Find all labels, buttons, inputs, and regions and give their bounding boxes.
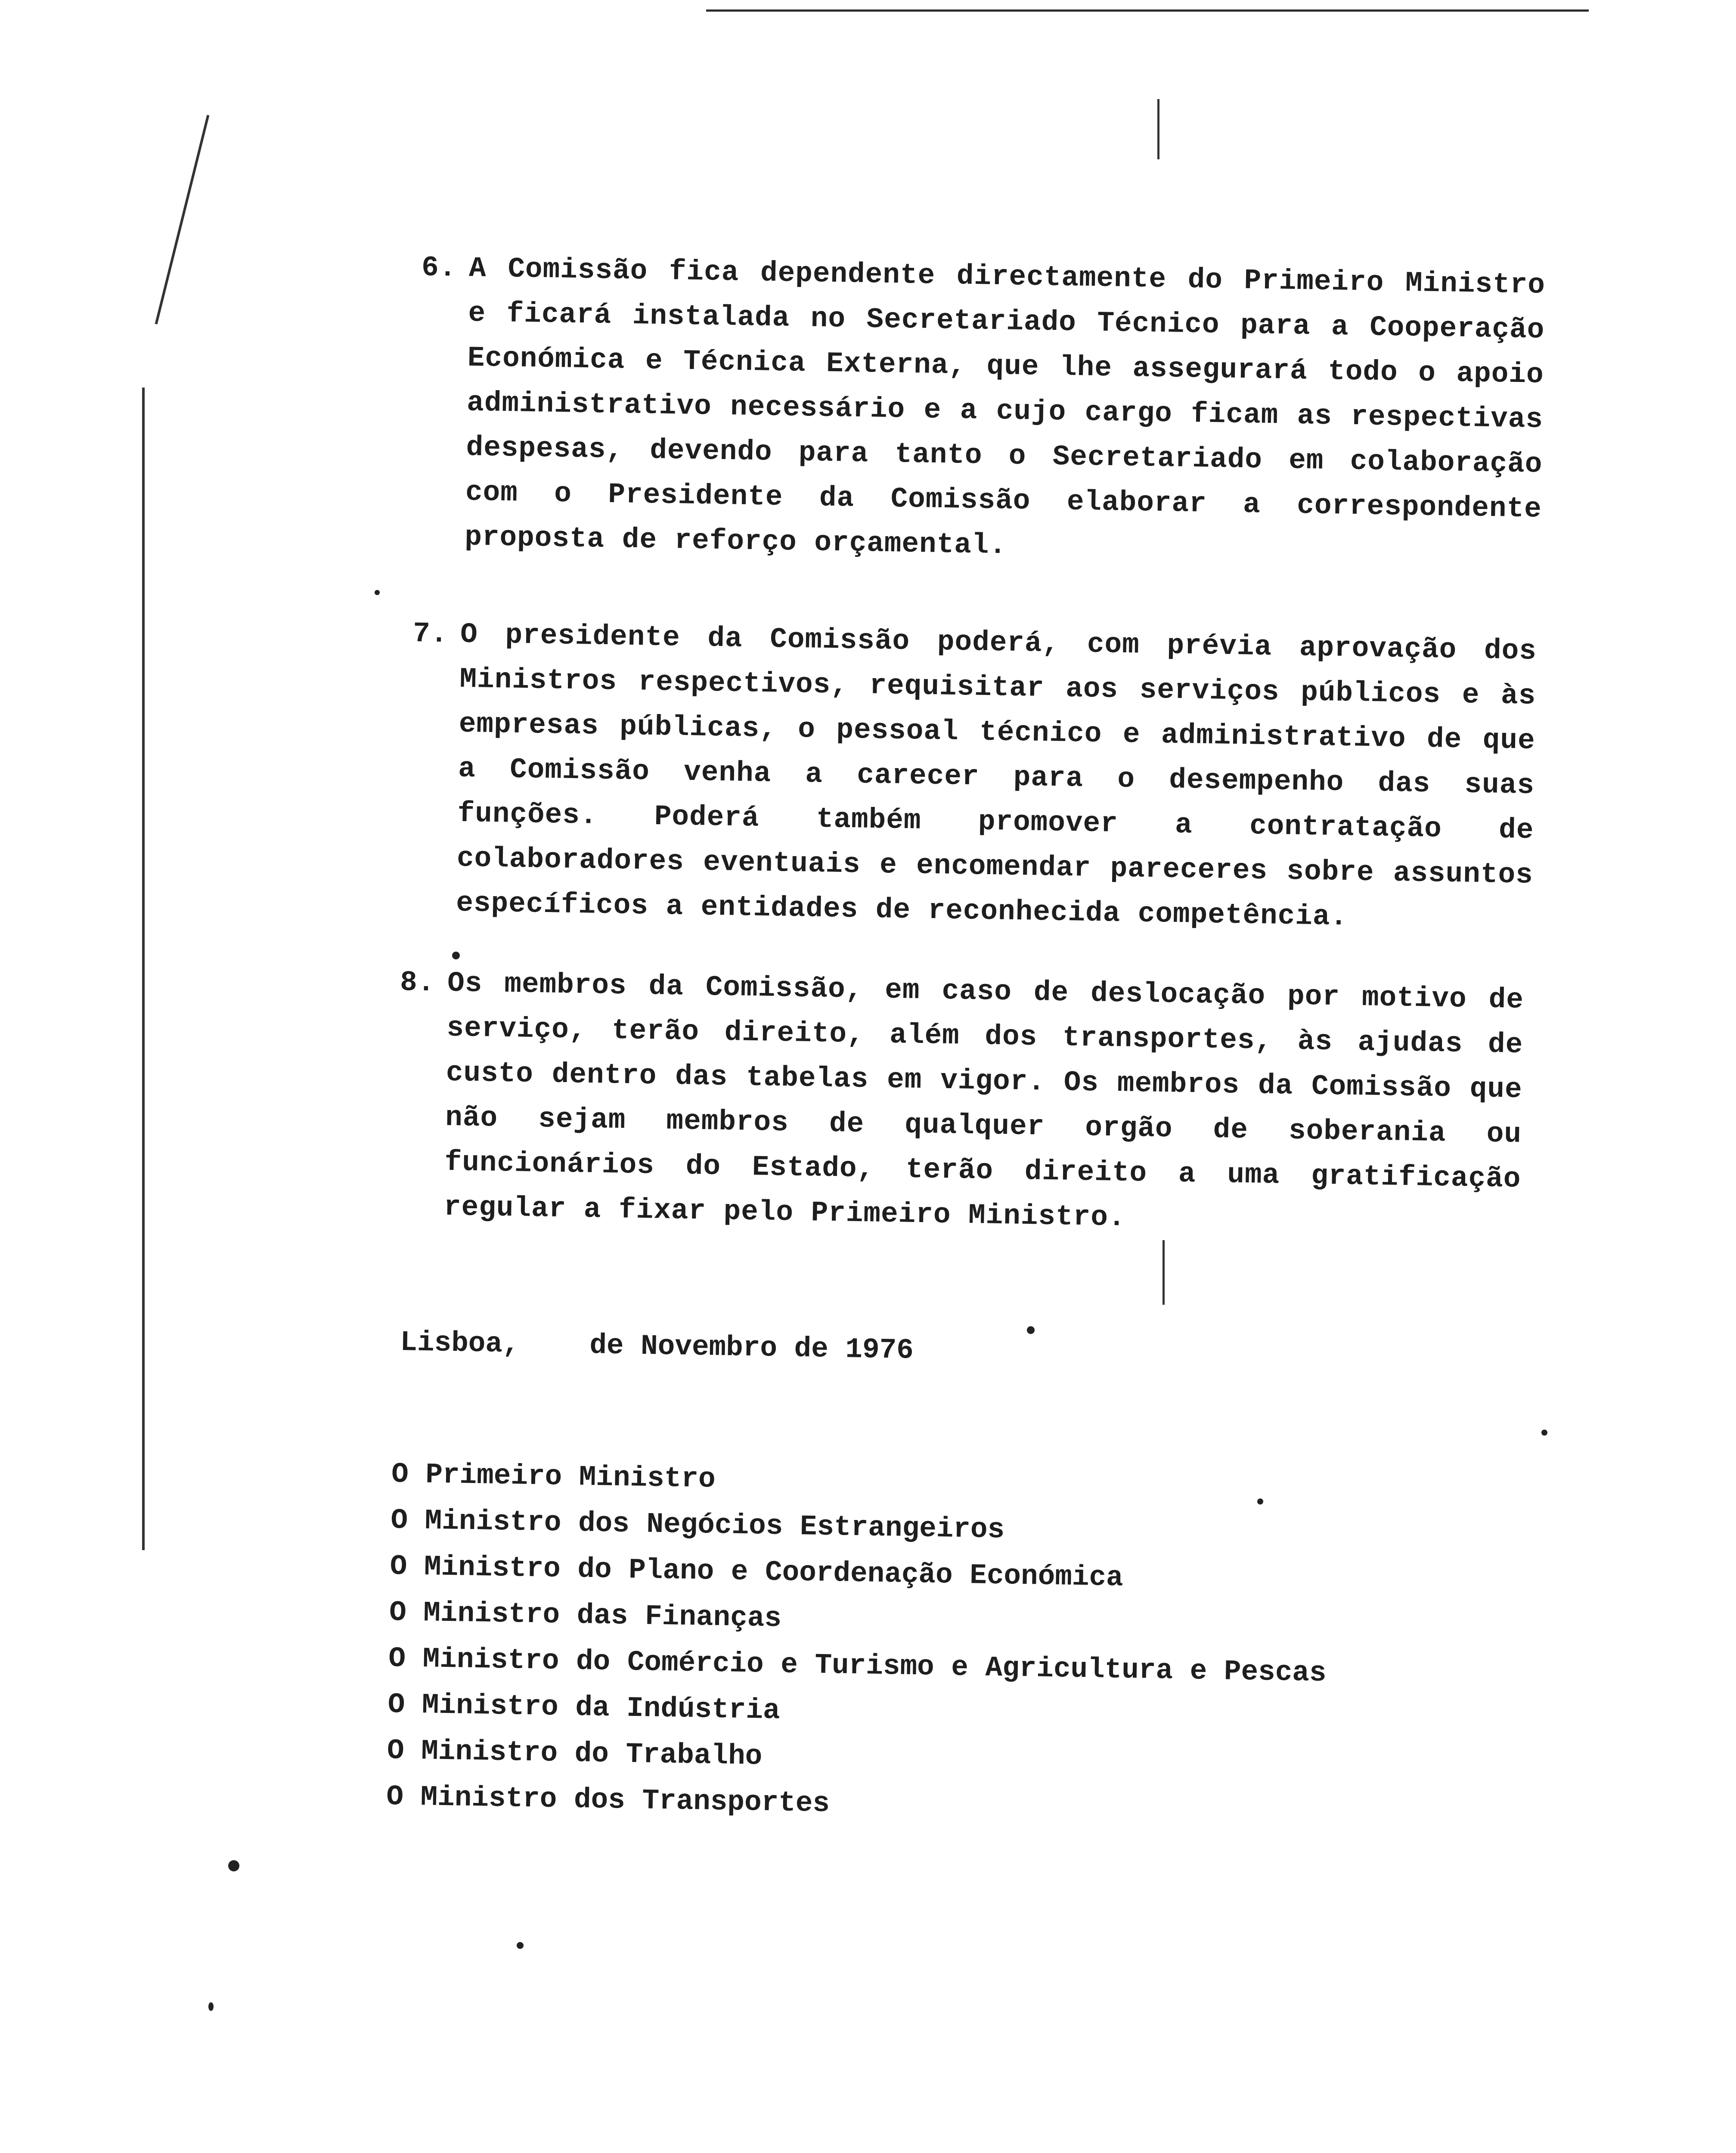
scan-speck (208, 2002, 214, 2011)
clause-number: 6. (421, 251, 457, 285)
signatory: O Ministro da Indústria (388, 1688, 781, 1727)
signatory: O Primeiro Ministro (391, 1458, 716, 1495)
clause-text: A Comissão fica dependente directamente do Primeiro Ministro e ficará instalada no Secretariado Técnico para a Cooperação Económica e Técnica Externa, que lhe assegurará todo o apoio administrativo necessário e a cujo cargo ficam as respectivas despesas, devendo para tanto o Secretariado em colaboração com o Presidente da Comissão elaborar a correspondente proposta de reforço orçamental. (464, 252, 1546, 562)
dateline-date: de Novembro de 1976 (589, 1329, 914, 1367)
clause-8 (396, 960, 1524, 1247)
scan-left-edge (142, 388, 145, 1550)
signatory: O Ministro dos Negócios Estrangeiros (390, 1504, 1005, 1546)
clause-6 (417, 245, 1546, 577)
scan-speck (517, 1942, 524, 1949)
scan-speck (1027, 1326, 1035, 1334)
dateline (400, 1326, 914, 1367)
signatory: O Ministro dos Transportes (386, 1780, 830, 1820)
signatory: O Ministro do Trabalho (387, 1734, 763, 1773)
scan-speck (375, 590, 380, 595)
scan-top-rule (706, 9, 1589, 12)
scan-speck (1541, 1430, 1547, 1436)
clause-text: O presidente da Comissão poderá, com prévia aprovação dos Ministros respectivos, requisitar aos serviços públicos e às empresas públicas, o pessoal técnico e administrativo de que a Comissão venha a carecer para o desempenho das suas funções. Poderá também promover a contratação de colaboradores eventuais e encomendar pareceres sobre assuntos específicos a entidades de reconhecida competência. (456, 618, 1537, 934)
clause-number: 7. (412, 617, 448, 651)
signatory: O Ministro do Comércio e Turismo e Agricultura e Pescas (388, 1642, 1327, 1690)
signatory: O Ministro do Plano e Coordenação Económica (390, 1550, 1124, 1594)
signatory-list (386, 1451, 1330, 1834)
scan-mark (1157, 99, 1159, 159)
scan-speck (228, 1860, 239, 1871)
scan-left-edge (155, 115, 210, 325)
scan-speck (452, 952, 460, 959)
scan-mark (1162, 1240, 1165, 1305)
signatory: O Ministro das Finanças (389, 1596, 782, 1635)
clause-number: 8. (400, 966, 435, 999)
clause-7 (409, 611, 1537, 943)
clause-text: Os membros da Comissão, em caso de deslocação por motivo de serviço, terão direito, além dos transportes, às ajudas de custo dentro das tabelas em vigor. Os membros da Comissão que não sejam membros de qualquer orgão de soberania ou funcionários do Estado, terão direito a uma gratificação regular a fixar pelo Primeiro Ministro. (443, 967, 1524, 1234)
dateline-city: Lisboa, (400, 1326, 520, 1361)
